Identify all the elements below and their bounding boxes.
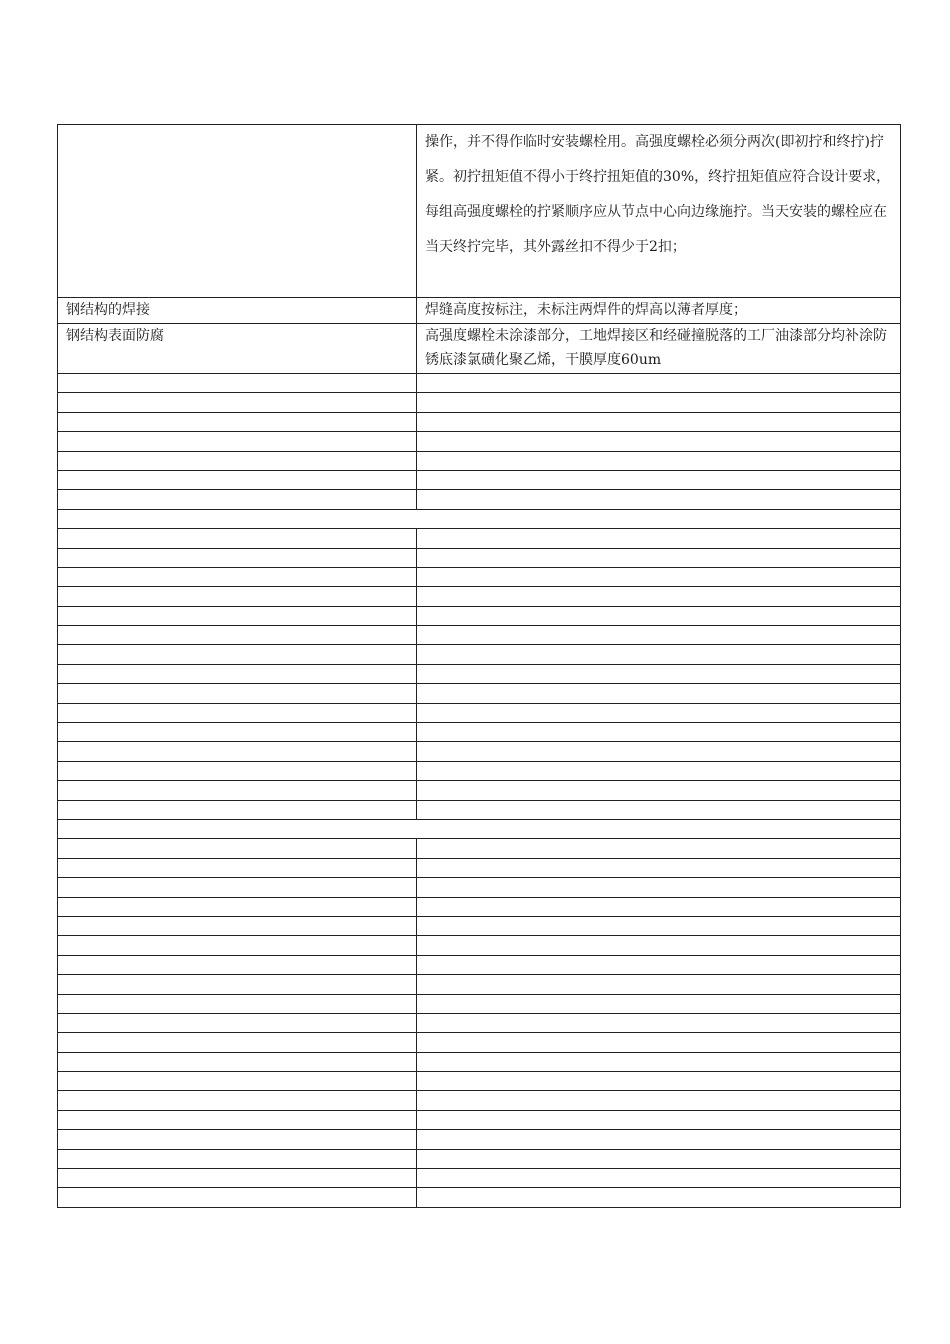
- blank-item-cell: [58, 1149, 417, 1168]
- blank-item-cell: [58, 470, 417, 489]
- blank-requirement-cell: [417, 1091, 901, 1110]
- blank-requirement-cell: [417, 626, 901, 645]
- blank-requirement-cell: [417, 1033, 901, 1052]
- blank-row: [58, 1091, 901, 1110]
- specification-table: [57, 124, 901, 1208]
- blank-row: [58, 529, 901, 548]
- blank-requirement-cell: [417, 781, 901, 800]
- blank-item-cell: [58, 1091, 417, 1110]
- blank-item-cell: [58, 761, 417, 780]
- blank-row: [58, 800, 901, 819]
- blank-requirement-cell: [417, 994, 901, 1013]
- blank-row: [58, 1130, 901, 1149]
- blank-row: [58, 1169, 901, 1188]
- blank-requirement-cell: [417, 800, 901, 819]
- blank-requirement-cell: [417, 858, 901, 877]
- blank-row: [58, 393, 901, 412]
- blank-requirement-cell: [417, 955, 901, 974]
- table-row: [58, 324, 901, 374]
- blank-requirement-cell: [417, 975, 901, 994]
- requirement-cell: 高强度螺栓未涂漆部分，工地焊接区和经碰撞脱落的工厂油漆部分均补涂防锈底漆氯磺化聚乙烯，干膜厚度60um: [417, 324, 901, 374]
- blank-row: [58, 470, 901, 489]
- blank-row: [58, 664, 901, 683]
- blank-requirement-cell: [417, 684, 901, 703]
- item-cell: 钢结构表面防腐: [58, 324, 417, 374]
- blank-requirement-cell: [417, 1169, 901, 1188]
- blank-item-cell: [58, 800, 417, 819]
- blank-row: [58, 1149, 901, 1168]
- blank-row: [58, 432, 901, 451]
- blank-row: [58, 1072, 901, 1091]
- blank-item-cell: [58, 1188, 417, 1207]
- blank-row: [58, 723, 901, 742]
- blank-requirement-cell: [417, 393, 901, 412]
- blank-row: [58, 742, 901, 761]
- blank-row: [58, 761, 901, 780]
- blank-requirement-cell: [417, 1013, 901, 1032]
- blank-row: [58, 548, 901, 567]
- blank-row: [58, 626, 901, 645]
- blank-requirement-cell: [417, 606, 901, 625]
- blank-item-cell: [58, 490, 417, 509]
- blank-item-cell: [58, 1033, 417, 1052]
- blank-row: [58, 955, 901, 974]
- blank-item-cell: [58, 451, 417, 470]
- blank-item-cell: [58, 684, 417, 703]
- blank-row: [58, 781, 901, 800]
- blank-requirement-cell: [417, 432, 901, 451]
- blank-row: [58, 936, 901, 955]
- blank-row: [58, 703, 901, 722]
- blank-requirement-cell: [417, 1052, 901, 1071]
- blank-row: [58, 916, 901, 935]
- blank-requirement-cell: [417, 761, 901, 780]
- blank-item-cell: [58, 897, 417, 916]
- blank-row: [58, 587, 901, 606]
- blank-row: [58, 374, 901, 393]
- blank-item-cell: [58, 374, 417, 393]
- blank-row: [58, 567, 901, 586]
- blank-row: [58, 975, 901, 994]
- blank-row: [58, 1188, 901, 1207]
- blank-row: [58, 684, 901, 703]
- blank-row: [58, 645, 901, 664]
- blank-requirement-cell: [417, 916, 901, 935]
- blank-requirement-cell: [417, 587, 901, 606]
- blank-item-cell: [58, 626, 417, 645]
- blank-requirement-cell: [417, 1072, 901, 1091]
- blank-row: [58, 1110, 901, 1129]
- blank-requirement-cell: [417, 742, 901, 761]
- blank-row: [58, 1052, 901, 1071]
- blank-requirement-cell: [417, 897, 901, 916]
- blank-requirement-cell: [417, 839, 901, 858]
- blank-requirement-cell: [417, 1149, 901, 1168]
- blank-requirement-cell: [417, 490, 901, 509]
- blank-item-cell: [58, 432, 417, 451]
- blank-item-cell: [58, 839, 417, 858]
- blank-item-cell: [58, 723, 417, 742]
- blank-item-cell: [58, 412, 417, 431]
- blank-row: [58, 451, 901, 470]
- blank-requirement-cell: [417, 412, 901, 431]
- blank-requirement-cell: [417, 1188, 901, 1207]
- blank-item-cell: [58, 606, 417, 625]
- blank-requirement-cell: [417, 470, 901, 489]
- blank-merged-cell: [58, 819, 901, 838]
- blank-row: [58, 994, 901, 1013]
- blank-requirement-cell: [417, 645, 901, 664]
- blank-requirement-cell: [417, 878, 901, 897]
- blank-requirement-cell: [417, 548, 901, 567]
- blank-item-cell: [58, 858, 417, 877]
- blank-row: [58, 606, 901, 625]
- blank-item-cell: [58, 587, 417, 606]
- item-cell: [58, 125, 417, 298]
- item-cell: 钢结构的焊接: [58, 298, 417, 324]
- blank-requirement-cell: [417, 936, 901, 955]
- blank-requirement-cell: [417, 451, 901, 470]
- blank-item-cell: [58, 664, 417, 683]
- blank-separator-row: [58, 509, 901, 528]
- blank-item-cell: [58, 548, 417, 567]
- blank-requirement-cell: [417, 703, 901, 722]
- blank-item-cell: [58, 1072, 417, 1091]
- table-row: [58, 125, 901, 298]
- blank-item-cell: [58, 1013, 417, 1032]
- blank-row: [58, 897, 901, 916]
- blank-item-cell: [58, 916, 417, 935]
- blank-requirement-cell: [417, 664, 901, 683]
- blank-merged-cell: [58, 509, 901, 528]
- blank-item-cell: [58, 1130, 417, 1149]
- blank-row: [58, 412, 901, 431]
- blank-item-cell: [58, 567, 417, 586]
- blank-requirement-cell: [417, 1130, 901, 1149]
- blank-item-cell: [58, 703, 417, 722]
- blank-item-cell: [58, 529, 417, 548]
- blank-row: [58, 1013, 901, 1032]
- blank-requirement-cell: [417, 529, 901, 548]
- table-row: [58, 298, 901, 324]
- blank-requirement-cell: [417, 374, 901, 393]
- blank-item-cell: [58, 994, 417, 1013]
- blank-row: [58, 839, 901, 858]
- requirement-cell: 焊缝高度按标注，未标注两焊件的焊高以薄者厚度；: [417, 298, 901, 324]
- blank-row: [58, 878, 901, 897]
- blank-separator-row: [58, 819, 901, 838]
- blank-requirement-cell: [417, 723, 901, 742]
- blank-requirement-cell: [417, 567, 901, 586]
- blank-item-cell: [58, 878, 417, 897]
- blank-item-cell: [58, 936, 417, 955]
- blank-item-cell: [58, 975, 417, 994]
- table-body: [58, 125, 901, 1208]
- requirement-cell: 操作，并不得作临时安装螺栓用。高强度螺栓必须分两次(即初拧和终拧)拧紧。初拧扭矩值不得小于终拧扭矩值的30%，终拧扭矩值应符合设计要求，每组高强度螺栓的拧紧顺序应从节点中心向边缘施拧。当天安装的螺栓应在当天终拧完毕，其外露丝扣不得少于2扣；: [417, 125, 901, 298]
- blank-item-cell: [58, 742, 417, 761]
- blank-item-cell: [58, 393, 417, 412]
- blank-item-cell: [58, 955, 417, 974]
- blank-requirement-cell: [417, 1110, 901, 1129]
- blank-item-cell: [58, 1169, 417, 1188]
- blank-row: [58, 1033, 901, 1052]
- blank-item-cell: [58, 781, 417, 800]
- blank-item-cell: [58, 1052, 417, 1071]
- blank-row: [58, 490, 901, 509]
- blank-item-cell: [58, 1110, 417, 1129]
- blank-row: [58, 858, 901, 877]
- blank-item-cell: [58, 645, 417, 664]
